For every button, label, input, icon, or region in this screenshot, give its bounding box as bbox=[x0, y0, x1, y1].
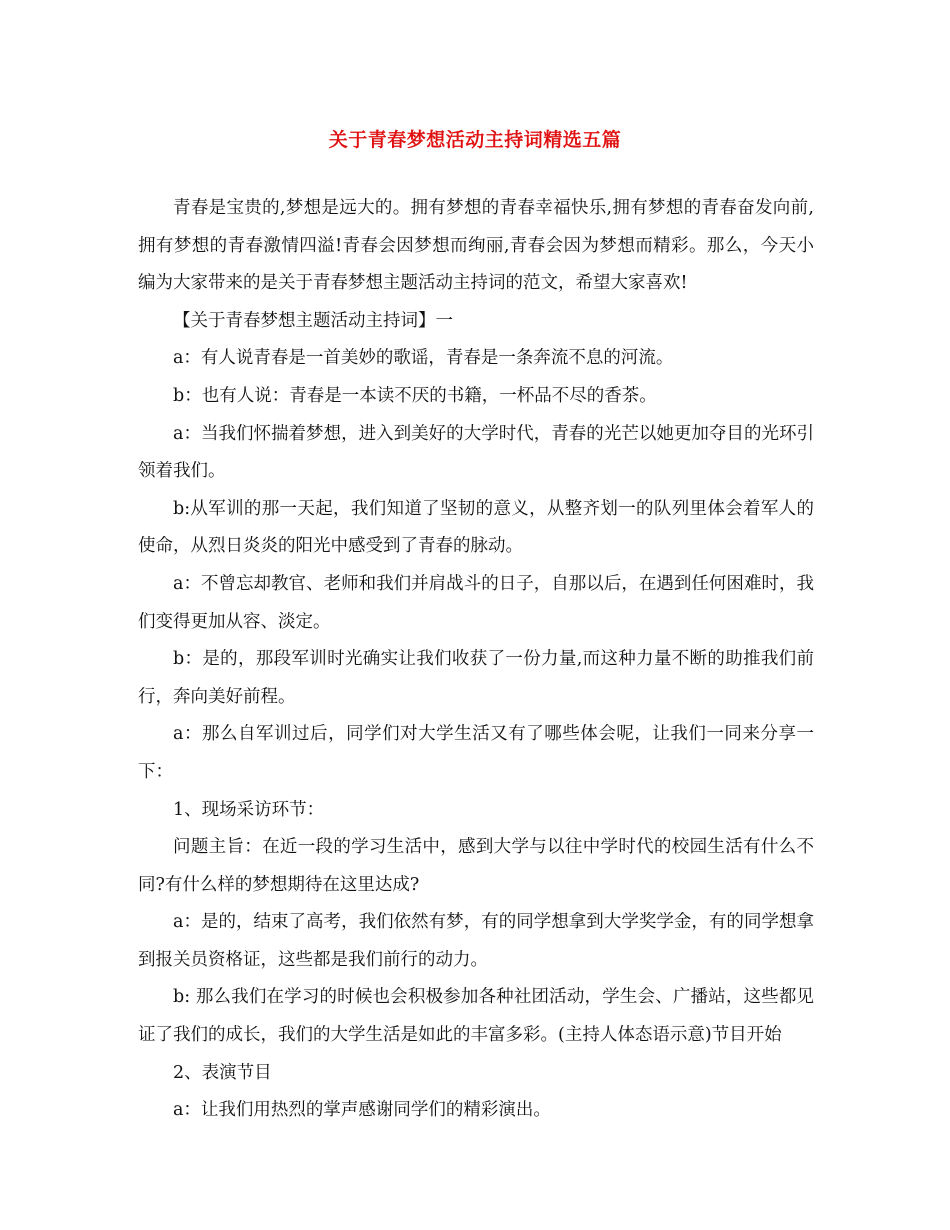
paragraph: a：是的，结束了高考，我们依然有梦，有的同学想拿到大学奖学金，有的同学想拿到报关员资格证，这些都是我们前行的动力。 bbox=[138, 912, 814, 970]
document-body bbox=[138, 190, 814, 1130]
document-title: 关于青春梦想活动主持词精选五篇 bbox=[328, 129, 622, 151]
paragraph: 青春是宝贵的,梦想是远大的。拥有梦想的青春幸福快乐,拥有梦想的青春奋发向前,拥有梦想的青春激情四溢!青春会因梦想而绚丽,青春会因为梦想而精彩。那么，今天小编为大家带来的是关于青春梦想主题活动主持词的范文，希望大家喜欢! bbox=[138, 198, 814, 294]
paragraph: a：让我们用热烈的掌声感谢同学们的精彩演出。 bbox=[173, 1100, 551, 1121]
paragraph: b：是的，那段军训时光确实让我们收获了一份力量,而这种力量不断的助推我们前行，奔向美好前程。 bbox=[138, 649, 814, 707]
paragraph: b:从军训的那一天起，我们知道了坚韧的意义，从整齐划一的队列里体会着军人的使命，从烈日炎炎的阳光中感受到了青春的脉动。 bbox=[138, 498, 814, 557]
paragraph: a：有人说青春是一首美妙的歌谣，青春是一条奔流不息的河流。 bbox=[173, 348, 674, 369]
paragraph: b：也有人说：青春是一本读不厌的书籍，一杯品不尽的香茶。 bbox=[173, 385, 657, 406]
paragraph: a：不曾忘却教官、老师和我们并肩战斗的日子，自那以后，在遇到任何困难时，我们变得更加从容、淡定。 bbox=[138, 573, 814, 632]
section-heading: 【关于青春梦想主题活动主持词】一 bbox=[173, 310, 453, 331]
paragraph: 问题主旨：在近一段的学习生活中，感到大学与以往中学时代的校园生活有什么不同?有什么样的梦想期待在这里达成? bbox=[138, 837, 814, 895]
section-heading: 1、现场采访环节： bbox=[173, 799, 325, 820]
paragraph: b: 那么我们在学习的时候也会积极参加各种社团活动，学生会、广播站，这些都见证了我们的成长，我们的大学生活是如此的丰富多彩。(主持人体态语示意)节目开始 bbox=[138, 987, 814, 1046]
paragraph: a：那么自军训过后，同学们对大学生活又有了哪些体会呢，让我们一同来分享一下： bbox=[138, 724, 814, 782]
section-heading: 2、表演节目 bbox=[173, 1062, 272, 1083]
paragraph: a：当我们怀揣着梦想，进入到美好的大学时代，青春的光芒以她更加夺目的光环引领着我们。 bbox=[138, 423, 814, 482]
